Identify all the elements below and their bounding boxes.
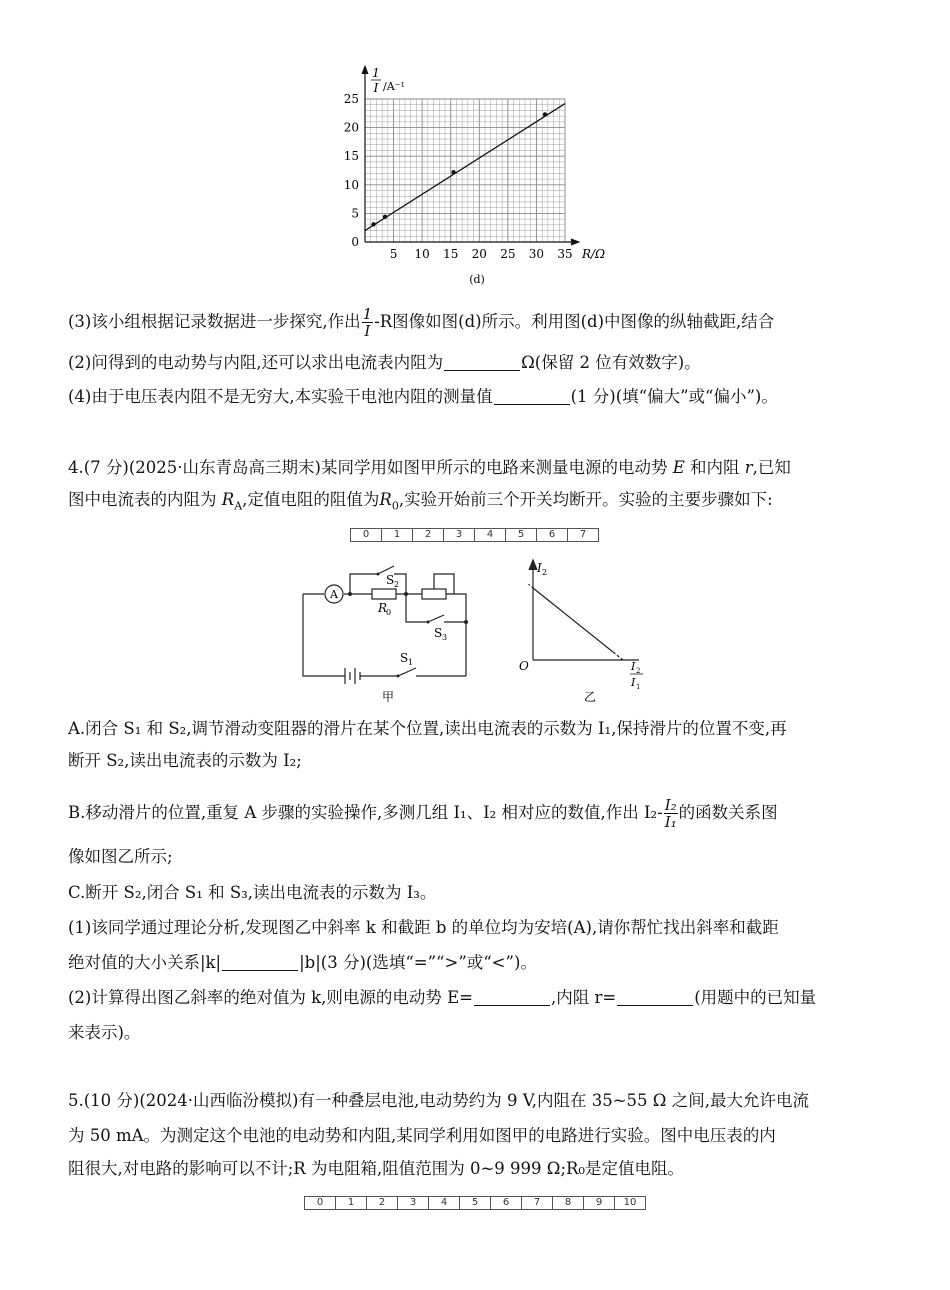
y-tick-label: 5 [351,206,359,221]
rheostat-icon [422,589,446,599]
q4-q2-line1 [68,987,816,1009]
r0-sub: 0 [391,499,399,513]
q4-line1-end: ,已知 [752,458,791,477]
q3-part3-line2-pre: (2)问得到的电动势与内阻,还可以求出电流表内阻为 [68,353,444,372]
q4-q2-post: (用题中的已知量 [694,988,817,1007]
q4-step-c [68,882,436,904]
frac-num-i2: I₂ [664,796,677,814]
r0-label-sub: 0 [386,608,392,617]
frac-num: 1 [362,305,373,323]
q4-q1-pre: 绝对值的大小关系|k| [68,953,222,972]
graph-d-y-ticks [344,92,359,249]
graph-b-origin: O [519,659,529,673]
q4-q2-mid: ,内阻 r= [550,988,617,1007]
graph-b-solid-line [533,588,613,652]
answer-blank-emf[interactable] [474,989,550,1006]
step-a-text-1: A.闭合 S₁ 和 S₂,调节滑动变阻器的滑片在某个位置,读出电流表的示数为 I₁,保持滑片的位置不变,再 [68,719,787,738]
ruler-cell: 5 [506,529,537,541]
ruler-cell: 7 [579,529,587,540]
graph-b-dashed-line [613,652,623,660]
graph-b-x-den: I [631,676,636,689]
step-c-text: C.断开 S₂,闭合 S₁ 和 S₃,读出电流表的示数为 I₃。 [68,883,437,902]
q4-step-a-2 [68,750,302,772]
q3-part4 [68,386,778,408]
step-b-post: 的函数关系图 [678,803,778,822]
data-point [383,215,387,219]
q4-r-symbol: r [744,458,753,477]
graph-b-y-sub: 2 [542,568,548,577]
q5-text-2: 为 50 mA。为测定这个电池的电动势和内阻,某同学利用如图甲的电路进行实验。图中电压表的内 [68,1126,776,1145]
answer-blank-internal-resistance[interactable] [617,989,693,1006]
data-point [371,222,375,226]
q4-step-a-1 [68,718,787,740]
x-tick-label: 5 [389,247,398,261]
data-point [451,170,455,174]
q3-part3-line2-post: Ω(保留 2 位有效数字)。 [521,353,701,372]
ruler-cell: 0 [305,1197,336,1209]
q4-line1-text: 4.(7 分)(2025·山东青岛高三期末)某同学用如图甲所示的电路来测量电源的电动势 [68,458,668,477]
r0-symbol: R [379,490,392,509]
ruler-cell: 2 [367,1197,398,1209]
graph-d-y-label-den: I [373,81,379,95]
x-axis-arrow [571,239,579,245]
graph-b-caption: 乙 [583,690,597,704]
ammeter-label: A [330,588,338,601]
ruler-cell: 1 [336,1197,367,1209]
ruler-cell: 3 [444,529,475,541]
circuit-caption: 甲 [381,690,395,704]
ra-sub: A [234,499,243,513]
graph-d-caption: (d) [469,273,485,286]
y-tick-label: 15 [343,149,359,164]
q4-step-b-2 [68,846,173,868]
ruler-cell: 4 [429,1197,460,1209]
x-tick-label: 20 [471,247,487,261]
ruler-cell: 5 [460,1197,491,1209]
y-tick-label: 25 [343,92,359,106]
q4-q2-text-2: 来表示)。 [68,1023,141,1042]
graph-b-x-num: I [631,660,636,673]
q4-line1-mid: 和内阻 [690,458,740,477]
r0-label: R [378,601,388,615]
graph-d-y-unit: /A⁻¹ [383,80,405,93]
x-tick-label: 15 [443,247,459,261]
q4-e-symbol: E [672,458,685,477]
frac-den: I [364,322,371,340]
s3-label: S [434,626,443,640]
ruler-q4 [350,528,599,542]
q5-text-1: 5.(10 分)(2024·山西临汾模拟)有一种叠层电池,电动势约为 9 V,内阻在 35~55 Ω 之间,最大允许电流 [68,1091,809,1110]
graph-b-x-den-sub: 1 [636,683,641,691]
s2-label: S [386,573,395,587]
s2-sub: 2 [394,580,400,589]
q3-part3-line1 [68,306,774,339]
ruler-cell: 6 [537,529,568,541]
q3-part3-post: -R图像如图(d)所示。利用图(d)中图像的纵轴截距,结合 [374,312,775,331]
q4-line2-pre: 图中电流表的内阻为 [68,490,217,509]
graph-b [515,556,655,706]
one-over-i-fraction [362,306,374,339]
graph-d-y-label-num: 1 [372,66,380,80]
q4-line2-mid: ,定值电阻的阻值为 [242,490,380,509]
graph-b-y-label: I [537,561,542,575]
graph-d-marks [365,104,565,231]
data-point [543,112,547,116]
x-tick-label: 10 [414,247,430,261]
answer-blank-compare[interactable] [222,954,298,971]
graph-b-intercept-dash [527,583,533,588]
y-tick-label: 20 [343,120,359,135]
y-axis-arrow [362,66,368,74]
ruler-q5 [304,1196,646,1210]
q3-part4-post: (1 分)(填“偏大”或“偏小”)。 [570,387,778,406]
q3-part3-pre: (3)该小组根据记录数据进一步探究,作出 [68,312,361,331]
q5-line2 [68,1125,776,1147]
ruler-cell: 2 [413,529,444,541]
i2-over-i1-fraction [664,797,678,830]
ruler-cell: 8 [553,1197,584,1209]
ruler-cell: 3 [398,1197,429,1209]
y-tick-label: 0 [351,235,359,249]
graph-d-grid [365,99,565,242]
q4-q1-line2 [68,952,537,974]
step-b-text-2: 像如图乙所示; [68,847,173,866]
q4-q2-line2 [68,1022,140,1044]
frac-den-i1: I₁ [664,813,677,831]
ruler-cell: 9 [584,1197,615,1209]
s3-sub: 3 [442,633,448,642]
q4-q1-text-1: (1)该同学通过理论分析,发现图乙中斜率 k 和截距 b 的单位均为安培(A),请你帮忙找出斜率和截距 [68,918,779,937]
ruler-cell: 1 [382,529,413,541]
graph-d-x-ticks [390,247,573,261]
q4-q1-line1 [68,917,779,939]
step-b-pre: B.移动滑片的位置,重复 A 步骤的实验操作,多测几组 I₁、I₂ 相对应的数值,作出 I₂- [68,803,663,822]
fit-line [365,104,565,231]
q5-line1 [68,1090,809,1112]
answer-blank-ammeter-resistance[interactable] [444,354,520,371]
graph-b-x-num-sub: 2 [636,667,641,675]
ruler-cell: 10 [623,1197,637,1208]
q4-q2-pre: (2)计算得出图乙斜率的绝对值为 k,则电源的电动势 E= [68,988,473,1007]
s1-sub: 1 [408,658,414,667]
s1-label: S [400,651,409,665]
graph-d-x-label: R/Ω [582,247,606,261]
q4-step-b-1 [68,797,778,830]
ra-symbol: R [221,490,235,509]
q4-q1-post: |b|(3 分)(选填“=”“>”或“<”)。 [299,953,537,972]
q3-part4-pre: (4)由于电压表内阻不是无穷大,本实验干电池内阻的测量值 [68,387,493,406]
r0-resistor-icon [372,589,396,599]
graph-d [340,62,630,294]
answer-blank-bias[interactable] [494,388,570,405]
q4-line2 [68,489,773,517]
y-tick-label: 10 [343,177,359,192]
x-tick-label: 35 [557,247,573,261]
q5-text-3: 阻很大,对电路的影响可以不计;R 为电阻箱,阻值范围为 0~9 999 Ω;R₀是定值电阻。 [68,1159,685,1178]
circuit-diagram [298,556,478,706]
q3-part3-line2 [68,352,701,374]
ruler-cell: 4 [475,529,506,541]
ruler-cell: 7 [522,1197,553,1209]
x-tick-label: 25 [500,247,516,261]
x-tick-label: 30 [528,247,545,261]
q4-line2-end: ,实验开始前三个开关均断开。实验的主要步骤如下: [398,490,773,509]
q4-line1 [68,457,791,479]
q5-line3 [68,1158,684,1180]
step-a-text-2: 断开 S₂,读出电流表的示数为 I₂; [68,751,302,770]
ruler-cell: 0 [351,529,382,541]
ruler-cell: 6 [491,1197,522,1209]
